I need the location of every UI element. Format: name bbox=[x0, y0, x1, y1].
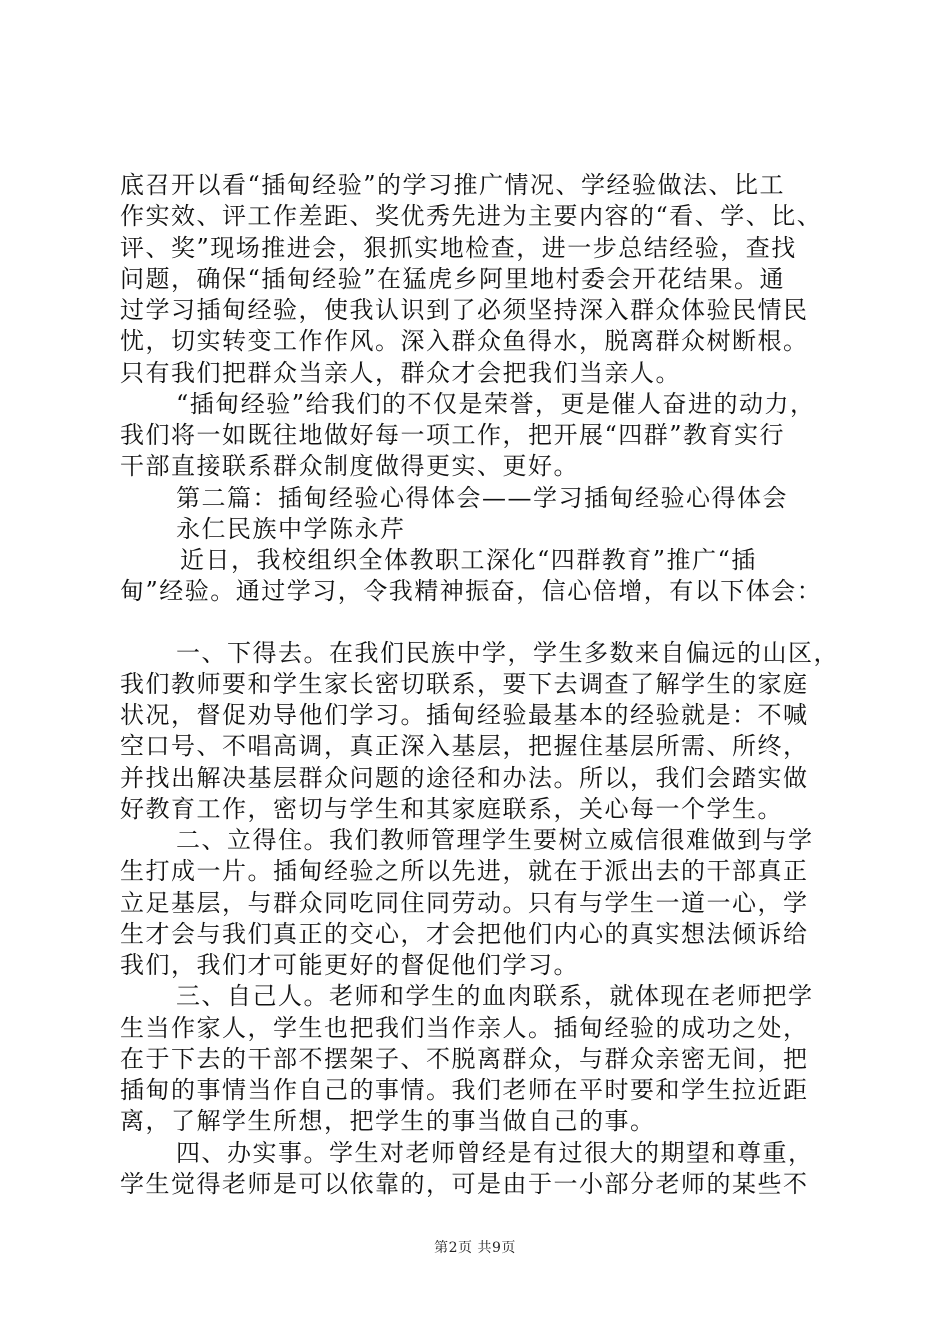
text-line: 状况，督促劝导他们学习。插甸经验最基本的经验就是：不喊 bbox=[120, 701, 809, 729]
text-line: 甸”经验。通过学习，令我精神振奋，信心倍增，有以下体会： bbox=[120, 577, 823, 606]
text-line: 生当作家人，学生也把我们当作亲人。插甸经验的成功之处， bbox=[120, 1013, 809, 1042]
text-line: 问题，确保“插甸经验”在猛虎乡阿里地村委会开花结果。通 bbox=[120, 264, 786, 293]
text-line: 近日，我校组织全体教职工深化“四群教育”推广“插 bbox=[180, 546, 757, 574]
text-line: 好教育工作，密切与学生和其家庭联系，关心每一个学生。 bbox=[120, 794, 783, 823]
text-line: 评、奖”现场推进会，狠抓实地检查，进一步总结经验，查找 bbox=[120, 233, 797, 262]
text-line: 过学习插甸经验，使我认识到了必须坚持深入群众体验民情民 bbox=[120, 296, 809, 324]
author-line: 永仁民族中学陈永芹 bbox=[176, 514, 406, 543]
text-line: 学生觉得老师是可以依靠的，可是由于一小部分老师的某些不 bbox=[120, 1169, 809, 1198]
section-heading: 第二篇：插甸经验心得体会——学习插甸经验心得体会 bbox=[176, 483, 788, 512]
text-line: 生才会与我们真正的交心，才会把他们内心的真实想法倾诉给 bbox=[120, 919, 809, 948]
text-line: 我们将一如既往地做好每一项工作，把开展“四群”教育实行 bbox=[120, 421, 786, 449]
text-line: 立足基层，与群众同吃同住同劳动。只有与学生一道一心，学 bbox=[120, 888, 809, 917]
document-body bbox=[120, 170, 860, 1200]
text-line: 二、立得住。我们教师管理学生要树立威信很难做到与学 bbox=[176, 826, 814, 854]
text-line: 离，了解学生所想，把学生的事当做自己的事。 bbox=[120, 1107, 656, 1136]
text-line: 生打成一片。插甸经验之所以先进，就在于派出去的干部真正 bbox=[120, 857, 809, 886]
text-line: 并找出解决基层群众问题的途径和办法。所以，我们会踏实做 bbox=[120, 763, 809, 792]
page-number-label: 第2页 共9页 bbox=[434, 1240, 516, 1256]
text-line: 三、自己人。老师和学生的血肉联系，就体现在老师把学 bbox=[176, 982, 814, 1011]
text-line: 插甸的事情当作自己的事情。我们老师在平时要和学生拉近距 bbox=[120, 1076, 809, 1104]
text-line: 我们，我们才可能更好的督促他们学习。 bbox=[120, 951, 579, 979]
text-line: 一、下得去。在我们民族中学，学生多数来自偏远的山区， bbox=[176, 638, 839, 667]
text-line: 作实效、评工作差距、奖优秀先进为主要内容的“看、学、比、 bbox=[120, 202, 823, 231]
text-line: 空口号、不唱高调，真正深入基层，把握住基层所需、所终， bbox=[120, 732, 809, 761]
text-line: 底召开以看“插甸经验”的学习推广情况、学经验做法、比工 bbox=[120, 171, 786, 199]
text-line: 我们教师要和学生家长密切联系，要下去调查了解学生的家庭 bbox=[120, 669, 809, 698]
text-line: 忧，切实转变工作作风。深入群众鱼得水，脱离群众树断根。 bbox=[120, 327, 809, 356]
text-line: “插甸经验”给我们的不仅是荣誉，更是催人奋进的动力， bbox=[176, 389, 816, 418]
text-line: 干部直接联系群众制度做得更实、更好。 bbox=[120, 452, 579, 481]
text-line: 四、办实事。学生对老师曾经是有过很大的期望和尊重， bbox=[176, 1138, 814, 1167]
text-line: 在于下去的干部不摆架子、不脱离群众，与群众亲密无间，把 bbox=[120, 1044, 809, 1073]
text-line: 只有我们把群众当亲人，群众才会把我们当亲人。 bbox=[120, 358, 681, 387]
page-footer bbox=[0, 1238, 950, 1258]
